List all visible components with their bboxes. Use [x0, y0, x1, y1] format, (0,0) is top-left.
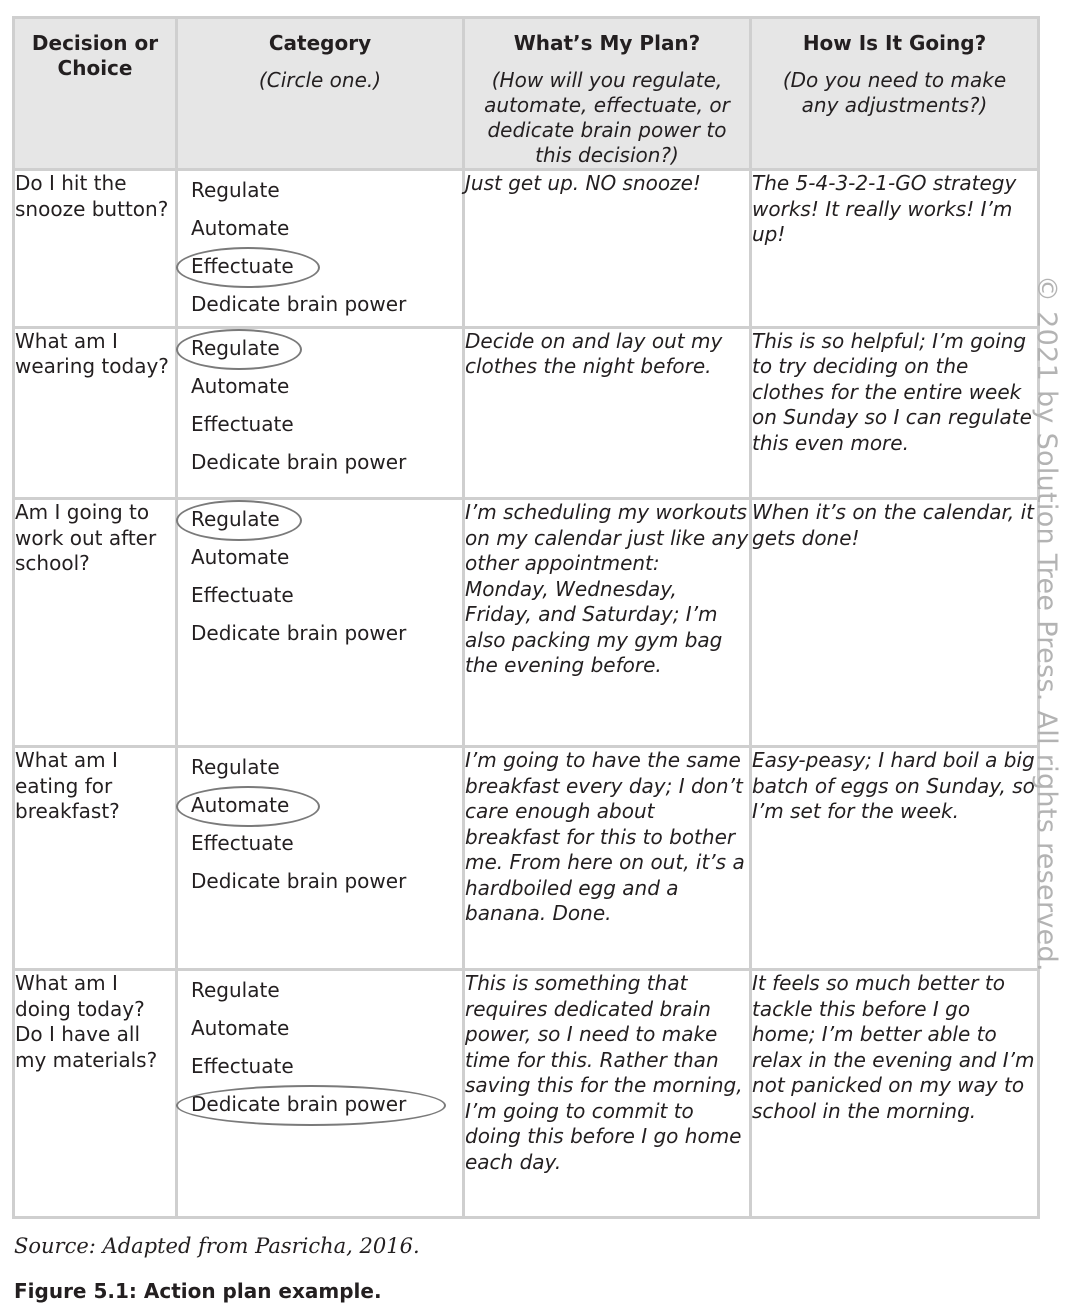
header-going-subtitle: (Do you need to make any adjustments?): [782, 68, 1007, 117]
decision-cell: Am I going to work out after school?: [14, 499, 177, 747]
going-cell: Easy-peasy; I hard boil a big batch of eggs on Sunday, so I’m set for the week.: [751, 747, 1039, 970]
category-option-label: Regulate: [191, 335, 280, 360]
category-option: [178, 171, 462, 209]
category-cell: [177, 170, 464, 328]
category-option-label: Effectuate: [191, 1054, 294, 1079]
category-option-label: Dedicate brain power: [191, 869, 407, 894]
category-option: [178, 576, 462, 614]
table-row: [14, 747, 1039, 970]
category-option: [178, 971, 462, 1009]
category-option: [178, 786, 462, 824]
header-plan-subtitle: (How will you regulate, automate, effectuate, or dedicate brain power to this decision?): [484, 68, 730, 167]
plan-cell: I’m going to have the same breakfast every day; I don’t care enough about breakfast for this to bother me. From here on out, it’s a hardboiled egg and a banana. Done.: [464, 747, 751, 970]
table-row: [14, 499, 1039, 747]
figure-caption: Figure 5.1: Action plan example.: [14, 1279, 382, 1303]
category-option-label: Regulate: [191, 507, 280, 532]
selection-circle: [176, 1085, 446, 1126]
header-category-subtitle: (Circle one.): [258, 68, 382, 92]
category-option-label: Effectuate: [191, 831, 294, 856]
selection-circle: [176, 500, 302, 541]
source-citation: Source: Adapted from Pasricha, 2016.: [14, 1234, 420, 1258]
plan-cell: I’m scheduling my workouts on my calendar just like any other appointment: Monday, Wednesday, Friday, and Saturday; I’m also packing my gym bag the evening before.: [464, 499, 751, 747]
table-row: [14, 327, 1039, 499]
category-option-label: Dedicate brain power: [191, 621, 407, 646]
decision-cell: What am I doing today? Do I have all my materials?: [14, 970, 177, 1218]
category-option-label: Effectuate: [191, 254, 294, 278]
decision-cell: What am I eating for breakfast?: [14, 747, 177, 970]
category-option-label: Automate: [191, 545, 290, 570]
category-cell: [177, 970, 464, 1218]
category-option: [178, 500, 462, 538]
category-option: [178, 367, 462, 405]
category-option-label: Regulate: [191, 178, 280, 202]
selection-circle: [176, 247, 320, 288]
header-category: [177, 18, 464, 170]
category-option-label: Automate: [191, 1016, 290, 1041]
category-option-label: Automate: [191, 793, 290, 818]
category-option: [178, 285, 462, 323]
plan-cell: Decide on and lay out my clothes the night before.: [464, 327, 751, 499]
table-row: [14, 970, 1039, 1218]
decision-cell: Do I hit the snooze button?: [14, 170, 177, 328]
category-option: [178, 748, 462, 786]
category-option: [178, 209, 462, 247]
header-category-title: Category: [268, 31, 372, 55]
category-option: [178, 329, 462, 367]
category-cell: [177, 499, 464, 747]
category-option-label: Automate: [191, 216, 290, 240]
category-option: [178, 247, 462, 285]
header-plan-title: What’s My Plan?: [513, 31, 701, 55]
category-option: [178, 538, 462, 576]
header-decision-title: Decision or Choice: [31, 31, 159, 80]
header-going-title: How Is It Going?: [802, 31, 987, 55]
category-option-label: Regulate: [191, 755, 280, 780]
category-option: [178, 614, 462, 652]
going-cell: It feels so much better to tackle this before I go home; I’m better able to relax in the evening and I’m not panicked on my way to school in the morning.: [751, 970, 1039, 1218]
category-option-label: Regulate: [191, 978, 280, 1003]
going-cell: When it’s on the calendar, it gets done!: [751, 499, 1039, 747]
category-option: [178, 1009, 462, 1047]
table-row: [14, 170, 1039, 328]
category-option-label: Effectuate: [191, 411, 294, 436]
going-cell: This is so helpful; I’m going to try deciding on the clothes for the entire week on Sunday so I can regulate this even more.: [751, 327, 1039, 499]
header-plan: [464, 18, 751, 170]
selection-circle: [176, 786, 320, 827]
selection-circle: [176, 329, 302, 370]
category-cell: [177, 327, 464, 499]
header-row: [14, 18, 1039, 170]
category-option: [178, 862, 462, 900]
category-option-label: Effectuate: [191, 583, 294, 608]
category-option: [178, 1085, 462, 1123]
plan-cell: Just get up. NO snooze!: [464, 170, 751, 328]
category-option: [178, 1047, 462, 1085]
category-option: [178, 824, 462, 862]
category-option-label: Dedicate brain power: [191, 292, 407, 316]
header-decision: [14, 18, 177, 170]
action-plan-table: [12, 16, 1040, 1219]
copyright-watermark: © 2021 by Solution Tree Press. All rights reserved.: [1031, 275, 1062, 972]
decision-cell: What am I wearing today?: [14, 327, 177, 499]
category-cell: [177, 747, 464, 970]
category-option-label: Automate: [191, 373, 290, 398]
plan-cell: This is something that requires dedicated brain power, so I need to make time for this. Rather than saving this for the morning, I’m going to commit to doing this before I go home each day.: [464, 970, 751, 1218]
category-option-label: Dedicate brain power: [191, 1092, 407, 1117]
going-cell: The 5-4-3-2-1-GO strategy works! It really works! I’m up!: [751, 170, 1039, 328]
category-option-label: Dedicate brain power: [191, 449, 407, 474]
category-option: [178, 405, 462, 443]
category-option: [178, 443, 462, 481]
header-going: [751, 18, 1039, 170]
